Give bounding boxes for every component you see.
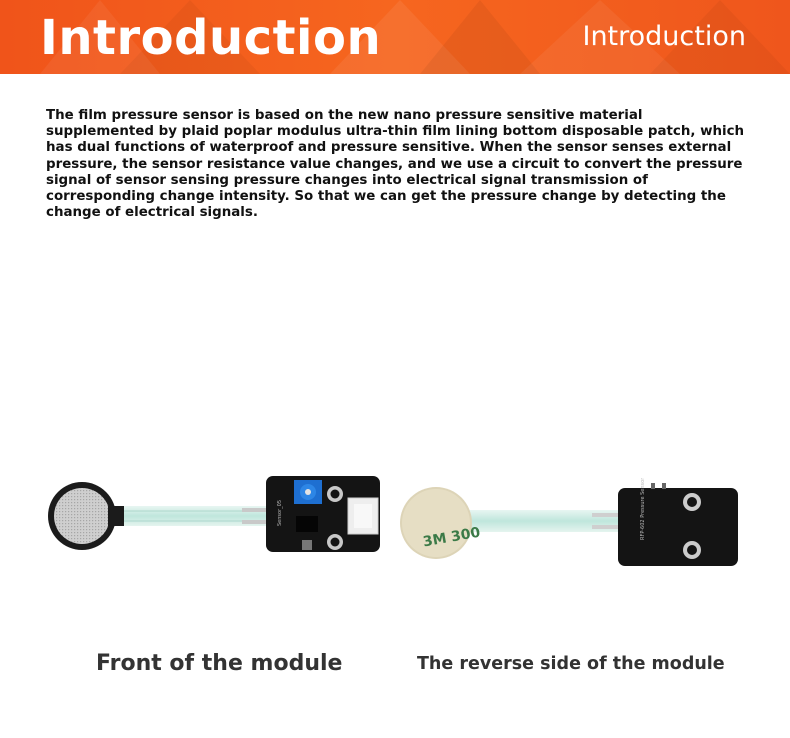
- back-caption: The reverse side of the module: [417, 654, 725, 674]
- front-pcb-label: Sensor_05: [277, 499, 283, 526]
- header-banner: [0, 0, 790, 74]
- front-caption: Front of the module: [96, 651, 343, 676]
- header-subtitle: Introduction: [582, 21, 746, 52]
- intro-paragraph: The film pressure sensor is based on the new nano pressure sensitive material supplemented by plaid poplar modulus ultra-thin film lining bottom disposable patch, which has dual functions of waterproof and pressure sensitive. When the sensor senses external pressure, the sensor resistance value changes, and we use a circuit to convert the pressure signal of sensor sensing pressure changes into electrical signal transmission of corresponding change intensity. So that we can get the pressure change by detecting the change of electrical signals.: [46, 108, 745, 221]
- back-pcb-label: RFP-602 Pressure Sensor: [640, 478, 646, 540]
- page-title: Introduction: [40, 10, 382, 66]
- back-module-image: [396, 478, 742, 574]
- front-module-image: [44, 466, 384, 566]
- sticker-text: 3M 300: [421, 524, 482, 551]
